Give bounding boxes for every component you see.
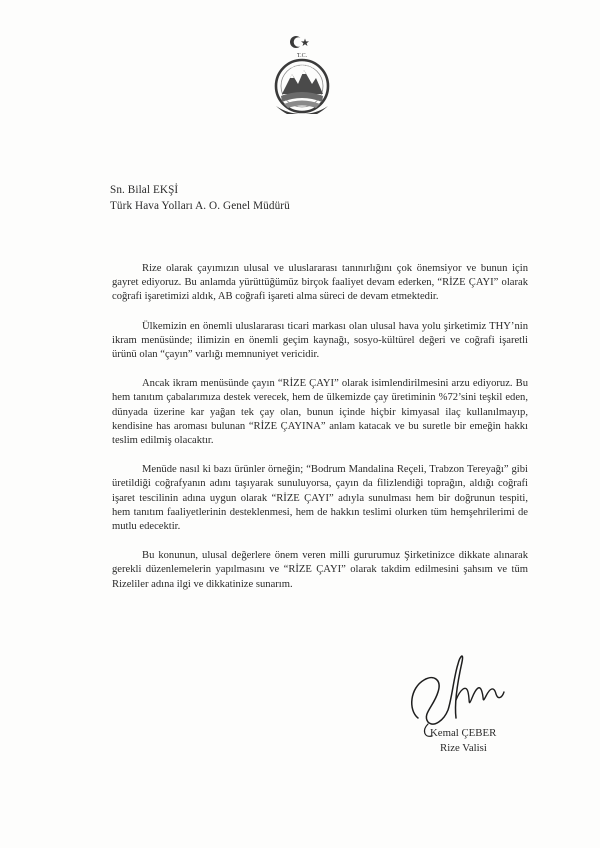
signer-name: Kemal ÇEBER <box>430 727 497 739</box>
rize-governorship-seal-icon <box>266 34 338 114</box>
paragraph-5: Bu konunun, ulusal değerlere önem veren milli gururumuz Şirketinizce dikkate alınarak gerekli düzenlemelerin yapılmasını ve “RİZE ÇAYI” olarak takdim edilmesini şahsım ve tüm Rizeliler adına ilgi ve dikkatinize sunarım. <box>112 550 528 590</box>
letter-body <box>112 262 528 607</box>
addressee-block <box>110 182 290 214</box>
paragraph-4: Menüde nasıl ki bazı ürünler örneğin; “Bodrum Mandalina Reçeli, Trabzon Tereyağı” gibi üretildiği coğrafyanın adını taşıyarak sunuluyorsa, çayın da filizlendiği toprağın, aldığı coğrafi işaret tescilinin adına uygun olarak “RİZE ÇAYI” adıyla sunulması hem bir doğrunun tespiti, hem tanıtım faaliyetlerinin desteklenmesi, hem de hakkın teslimi olurken tüm hemşehrilerimi de mutlu edecektir. <box>112 464 528 533</box>
seal-tc-text: T.C. <box>296 53 308 59</box>
signer-title: Rize Valisi <box>440 742 487 754</box>
paragraph-3: Ancak ikram menüsünde çayın “RİZE ÇAYI” olarak isimlendirilmesini arzu ediyoruz. Bu hem tanıtım çabalarımıza destek verecek, hem de ülkemizde çay üretiminin %72’sini teşkil eden, dünyada üzerine kar yağan tek çay olan, bunun içinde hiçbir kimyasal ilaç kullanılmayıp, kendisine has aroması bulunan “RİZE ÇAYINA” anlam katacak ve bu suretle bir emeğin hakkı teslim edilmiş olacaktır. <box>112 378 528 447</box>
paragraph-2: Ülkemizin en önemli uluslararası ticari markası olan ulusal hava yolu şirketimiz THY’nin ikram menüsünde; ilimizin en önemli geçim kaynağı, sosyo-kültürel değeri ve coğrafi işaretli ürünü olan “çayın” varlığı memnuniyet vericidir. <box>112 320 528 361</box>
paragraph-1: Rize olarak çayımızın ulusal ve uluslararası tanınırlığını çok önemsiyor ve bunun için gayret ediyoruz. Bu anlamda yürüttüğümüz birçok faaliyet devam ederken, “RİZE ÇAYI” olarak coğrafi işaretimizi aldık, AB coğrafi işareti alma süreci de devam etmektedir. <box>112 263 528 303</box>
signer-block <box>430 726 496 756</box>
addressee-title: Türk Hava Yolları A. O. Genel Müdürü <box>110 200 290 212</box>
seal-ring-text: RİZE VALİLİĞİ <box>290 63 314 71</box>
addressee-name: Sn. Bilal EKŞİ <box>110 184 179 196</box>
